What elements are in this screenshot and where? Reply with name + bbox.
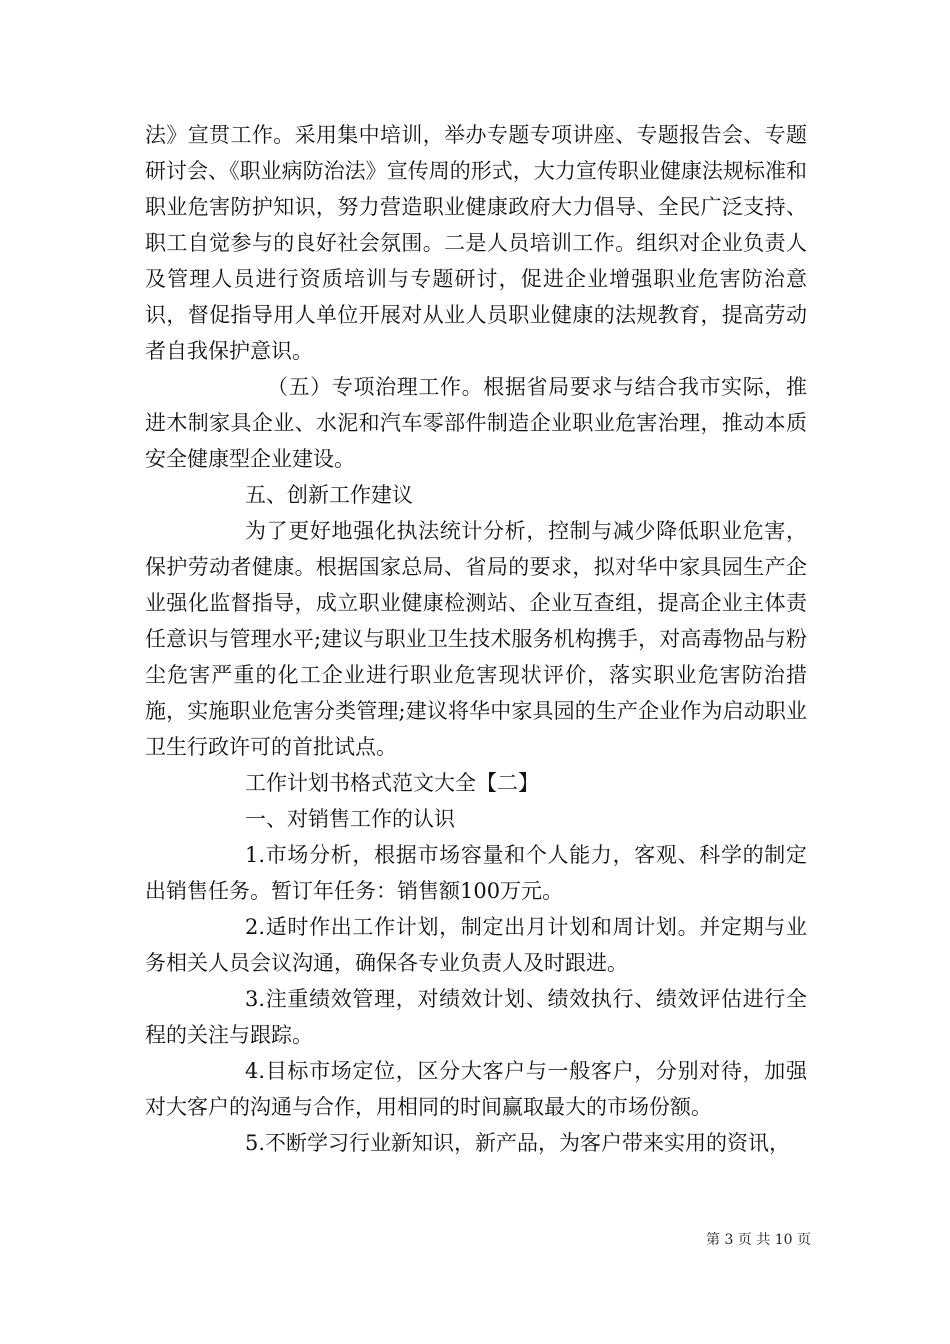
paragraph-special-governance: （五）专项治理工作。根据省局要求与结合我市实际，推进木制家具企业、水泥和汽车零部件制造企业职业危害治理，推动本质安全健康型企业建设。 xyxy=(145,375,807,471)
document-body xyxy=(145,117,807,1161)
list-item-performance-management: 3.注重绩效管理，对绩效计划、绩效执行、绩效评估进行全程的关注与跟踪。 xyxy=(145,987,807,1047)
list-item-work-plan: 2.适时作出工作计划，制定出月计划和周计划。并定期与业务相关人员会议沟通，确保各专业负责人及时跟进。 xyxy=(145,915,807,975)
paragraph-training-publicity: 法》宣贯工作。采用集中培训，举办专题专项讲座、专题报告会、专题研讨会、《职业病防治法》宣传周的形式，大力宣传职业健康法规标准和职业危害防护知识，努力营造职业健康政府大力倡导、全民广泛支持、职工自觉参与的良好社会氛围。二是人员培训工作。组织对企业负责人及管理人员进行资质培训与专题研讨，促进企业增强职业危害防治意识，督促指导用人单位开展对从业人员职业健康的法规教育，提高劳动者自我保护意识。 xyxy=(145,123,807,363)
list-item-continuous-learning: 5.不断学习行业新知识，新产品，为客户带来实用的资讯， xyxy=(245,1131,791,1155)
section-heading-sales-understanding: 一、对销售工作的认识 xyxy=(245,807,455,831)
page-number-footer: 第 3 页 共 10 页 xyxy=(706,1232,811,1248)
list-item-target-market: 4.目标市场定位，区分大客户与一般客户，分别对待，加强对大客户的沟通与合作，用相同的时间赢取最大的市场份额。 xyxy=(145,1059,807,1119)
paragraph-innovation-suggestions: 为了更好地强化执法统计分析，控制与减少降低职业危害，保护劳动者健康。根据国家总局、省局的要求，拟对华中家具园生产企业强化监督指导，成立职业健康检测站、企业互查组，提高企业主体责任意识与管理水平;建议与职业卫生技术服务机构携手，对高毒物品与粉尘危害严重的化工企业进行职业危害现状评价，落实职业危害防治措施，实施职业危害分类管理;建议将华中家具园的生产企业作为启动职业卫生行政许可的首批试点。 xyxy=(145,519,807,759)
document-title-part-two: 工作计划书格式范文大全【二】 xyxy=(245,771,539,795)
list-item-market-analysis: 1.市场分析，根据市场容量和个人能力，客观、科学的制定出销售任务。暂订年任务：销售额100万元。 xyxy=(145,843,807,903)
section-heading-innovation: 五、创新工作建议 xyxy=(245,483,413,507)
